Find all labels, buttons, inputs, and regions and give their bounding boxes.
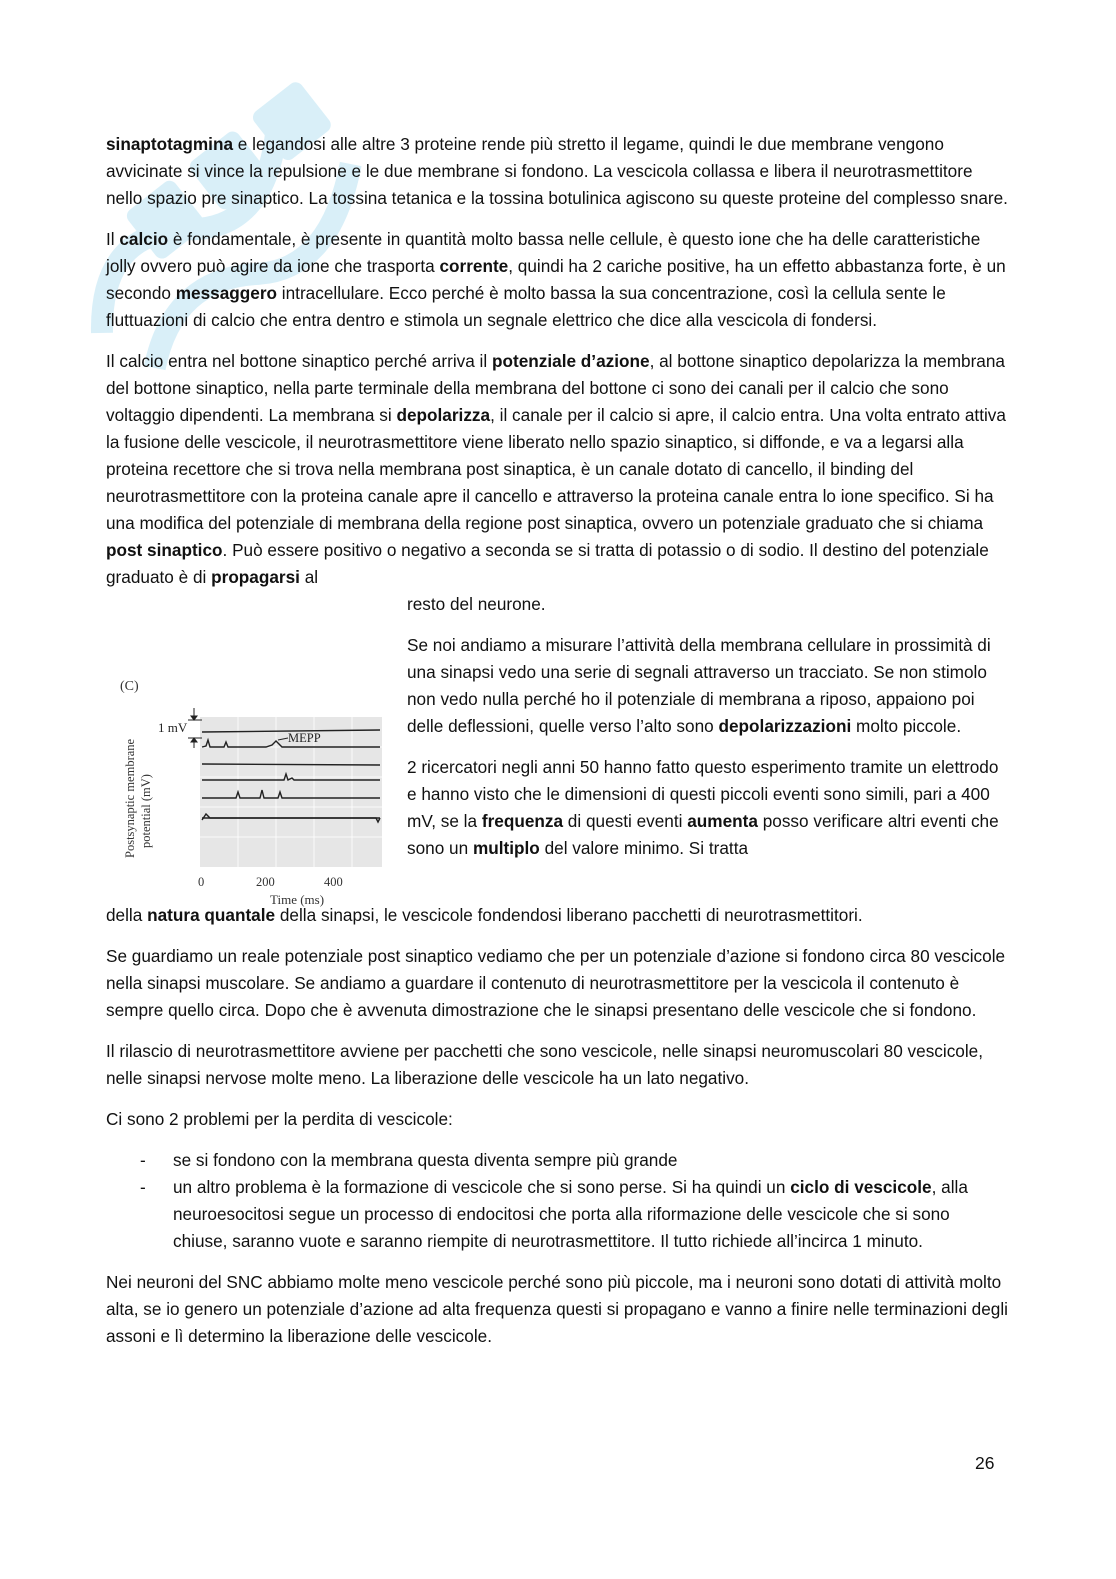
paragraph: Se guardiamo un reale potenziale post sinaptico vediamo che per un potenziale d’azione si fondono circa 80 vescicole nella sinapsi muscolare. Se andiamo a guardare il contenuto di neurotrasmettitore per la vescicola il contenuto è sempre quello circa. Dopo che è avvenuta dimostrazione che le sinapsi presentano delle vescicole che si fondono. bbox=[106, 946, 1006, 1020]
paragraph: Il calcio è fondamentale, è presente in quantità molto bassa nelle cellule, è questo ione che ha delle caratteristiche jolly ovvero può agire da ione che trasporta corrente, quindi ha 2 cariche positive, ha un effetto abbastanza forte, è un secondo messaggero intracellulare. Ecco perché è molto bassa la sua concentrazione, così la cellula sente le fluttuazioni di calcio che entra dentro e stimola un segnale elettrico che dice alla vescicola di fondersi. bbox=[106, 229, 1006, 330]
x-tick-0: 0 bbox=[198, 875, 205, 889]
paragraph: Il calcio entra nel bottone sinaptico perché arriva il potenziale d’azione, al bottone sinaptico depolarizza la membrana del bottone sinaptico, nella parte terminale della membrana del bottone ci sono dei canali per il calcio che sono voltaggio dipendenti. La membrana si depolarizza, il canale per il calcio si apre, il calcio entra. Una volta entrato attiva la fusione delle vescicole, il neurotrasmettitore viene liberato nello spazio sinaptico, si diffonde, e va a legarsi alla proteina recettore che si trova nella membrana post sinaptica, è un canale dotato di cancello, il binding del neurotrasmettitore con la proteina canale apre il cancello e attraverso la proteina canale entra lo ione specifico. Si ha una modifica del potenziale di membrana della regione post sinaptica, ovvero un potenziale graduato che si chiama post sinaptico. Può essere positivo o negativo a seconda se si tratta di potassio o di sodio. Il destino del potenziale graduato è di propagarsi al bbox=[106, 351, 1006, 587]
paragraph: Nei neuroni del SNC abbiamo molte meno vescicole perché sono più piccole, ma i neuroni sono dotati di attività molto alta, se io genero un potenziale d’azione ad alta frequenza questi si propagano e vanno a finire nelle terminazioni degli assoni e lì determino la liberazione delle vescicole. bbox=[106, 1272, 1008, 1346]
x-tick-200: 200 bbox=[256, 875, 275, 889]
figure-block bbox=[106, 632, 1008, 932]
list-item: - un altro problema è la formazione di vescicole che si sono perse. Si ha quindi un ciclo di vescicole, alla neuroesocitosi segue un processo di endocitosi che porta alla riformazione delle vescicole che si sono chiuse, saranno vuote e saranno riempite di neurotrasmettitore. Il tutto richiede all’incirca 1 minuto. bbox=[106, 1174, 1008, 1255]
figure-panel-label: (C) bbox=[120, 679, 139, 694]
figure-side-text bbox=[407, 632, 1008, 862]
scale-bar-label: 1 mV bbox=[158, 720, 188, 735]
x-axis-label: Time (ms) bbox=[270, 892, 325, 907]
mepp-figure bbox=[106, 668, 396, 908]
mepp-label: MEPP bbox=[288, 731, 321, 745]
paragraph: Se noi andiamo a misurare l’attività della membrana cellulare in prossimità di una sinapsi vedo una serie di segnali attraverso un tracciato. Se non stimolo non vedo nulla perché ho il potenziale di membrana a riposo, appaiono poi delle deflessioni, quelle verso l’alto sono depolarizzazioni molto piccole. bbox=[407, 635, 991, 736]
y-axis-label-line1: Postsynaptic membrane bbox=[123, 738, 137, 858]
paragraph: Ci sono 2 problemi per la perdita di vescicole: bbox=[106, 1109, 453, 1129]
main-text bbox=[106, 131, 1008, 1364]
paragraph-continuation: della natura quantale della sinapsi, le vescicole fondendosi liberano pacchetti di neurotrasmettitori. bbox=[106, 905, 863, 925]
trace-3 bbox=[202, 764, 380, 765]
paragraph-continuation: resto del neurone. bbox=[407, 594, 546, 614]
paragraph: Il rilascio di neurotrasmettitore avviene per pacchetti che sono vescicole, nelle sinapsi neuromuscolari 80 vescicole, nelle sinapsi nervose molte meno. La liberazione delle vescicole ha un lato negativo. bbox=[106, 1041, 983, 1088]
x-tick-400: 400 bbox=[324, 875, 343, 889]
paragraph: sinaptotagmina e legandosi alle altre 3 proteine rende più stretto il legame, quindi le due membrane vengono avvicinate si vince la repulsione e le due membrane si fondono. La vescicola collassa e libera il neurotrasmettitore nello spazio pre sinaptico. La tossina tetanica e la tossina botulinica agiscono su queste proteine del complesso snare. bbox=[106, 134, 1008, 208]
y-axis-label-line2: potential (mV) bbox=[139, 774, 153, 848]
list-item: - se si fondono con la membrana questa diventa sempre più grande bbox=[106, 1147, 1008, 1174]
page-number: 26 bbox=[975, 1453, 995, 1473]
scale-bar bbox=[188, 708, 202, 748]
list-bullet: - bbox=[140, 1150, 146, 1170]
dash-list bbox=[106, 1147, 1008, 1255]
paragraph: 2 ricercatori negli anni 50 hanno fatto questo esperimento tramite un elettrodo e hanno visto che le dimensioni di questi piccoli eventi sono simili, pari a 400 mV, se la frequenza di questi eventi aumenta posso verificare altri eventi che sono un multiplo del valore minimo. Si tratta bbox=[407, 757, 999, 858]
list-bullet: - bbox=[140, 1177, 146, 1197]
